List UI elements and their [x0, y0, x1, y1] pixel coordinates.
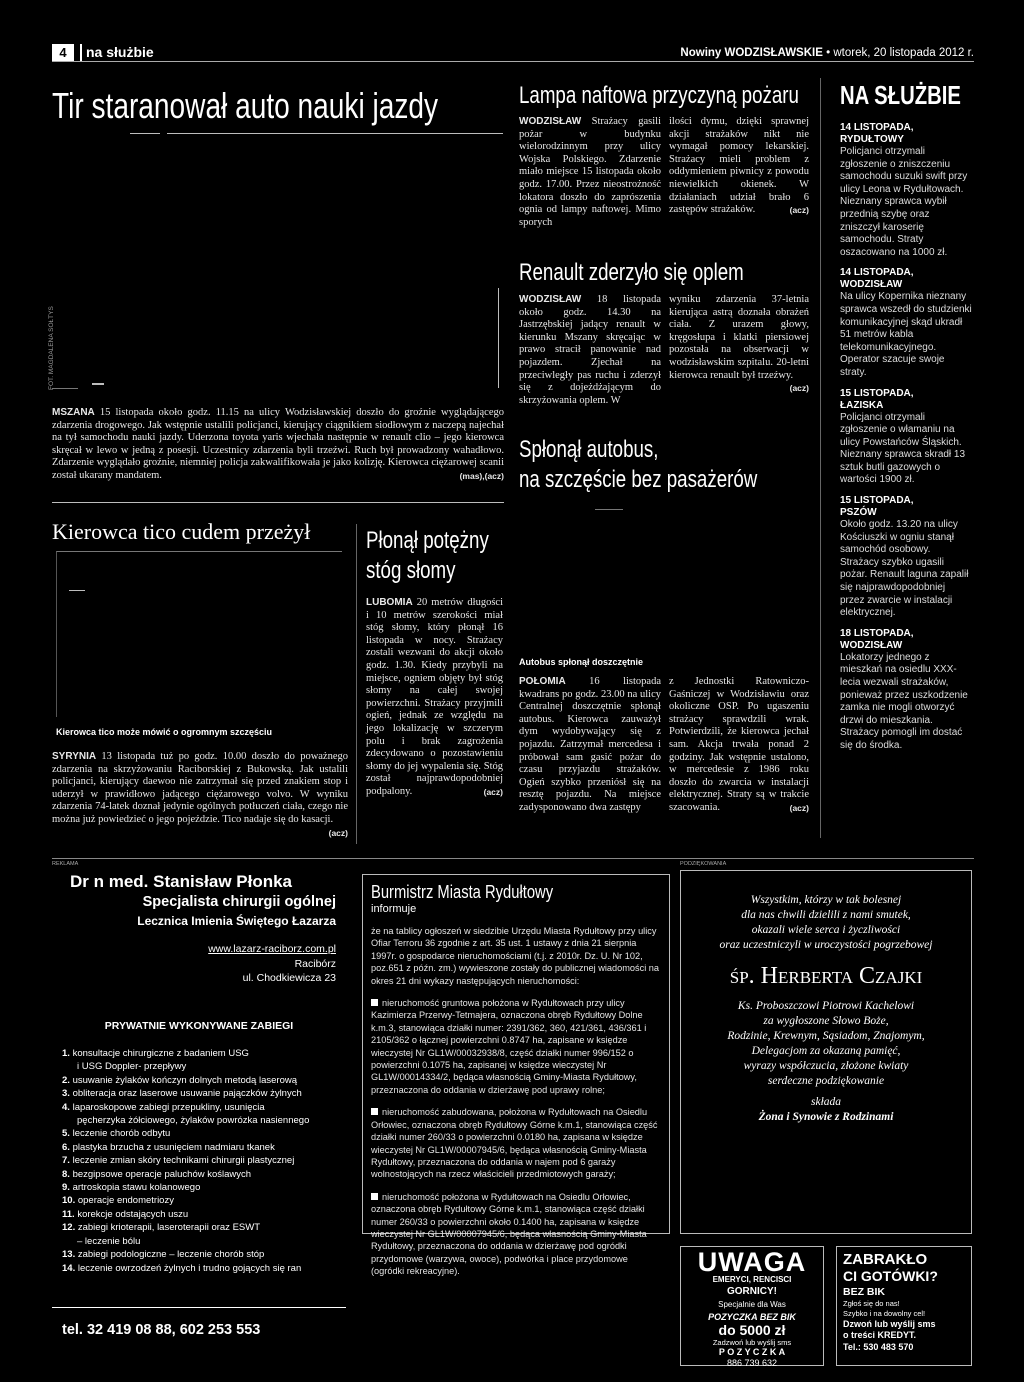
article-body-stog	[366, 597, 503, 799]
article-text-tir: 15 listopada około godz. 11.15 na ulicy Wodzisławskiej doszło do groźnie wyglądającego zdarzenia drogowego. Jak wstępnie ustalili policjanci, kierujący ciągnikiem siodłowym z naczepą najechał na tył samochodu nauki jazdy. Uderzona toyota yaris wjechała następnie w renault clio – jego kierowca skręcał w lewo w jedną z posesji. Uczestnicy zdarzenia byli trzeźwi. Ruch był prowadzony wahadłowo. Zdarzenie wyglądało groźnie, niemniej policja zakwalifikowała je jako kolizję. Kierowca ciężarowej scanii został ukarany mandatem.	[52, 407, 504, 481]
notice-item: nieruchomość gruntowa położona w Rydułtowach przy ulicy Kazimierza Przerwy-Tetmajera, oznaczona obręb Rydułtowy Dolne k.m.3, stanowiąca działki numer: 2391/362, 360, 421/361, 436/361 i 2105/362 o łącznej powierzchni 0.8747 ha, zapisane w księdze wieczystej Nr GL1W/00032938/8, część działki numer 996/152 o powierzchni 0.1075 ha, zapisanej w księdze wieczystej Nr GL1W/00014334/2, będąca własnością Gminy-Miasta Rydułtowy, przeznaczona do oddania w dzierżawę pod uprawy rolne;	[371, 998, 647, 1095]
list-item: 6. plastyka brzucha z usunięciem nadmiaru tkanek	[62, 1141, 275, 1153]
article-title-tir: Tir staranował auto nauki jazdy	[52, 85, 439, 126]
ad-doctor	[52, 870, 346, 1366]
article-body-lampa-col1: WODZISŁAW Strażacy gasili pożar w budynku wielorodzinnym przy ulicy Wojska Polskiego. Zdarzenie miało miejsce 15 listopada około godz. 17.00. Przez nieostrożność lokatora doszło do zaprószenia ognia od lampy naftowej. Mimo sporych	[519, 116, 661, 228]
notice-burmistrz	[362, 874, 670, 1277]
list-item: i USG Doppler- przepływy	[77, 1061, 187, 1073]
notice-thanks: Wszystkim, którzy w tak bolesnej dla nas chwili dzielili z nami smutek, okazali wiele serca i życzliwości oraz uczestniczyli w uroczystości pogrzebowej śp. Herberta Czajki Ks. Proboszczowi Piotrowi Kachelowi za wygłoszone Słowo Boże, Rodzinie, Krewnym, Sąsiadom, Znajomym, Delegacjom za okazaną pamięć, wyrazy współczucia, złożone kwiaty serdeczne podziękowanie składa Żona i Synowie z Rodzinami	[680, 870, 972, 1234]
photo-credit: FOT. MAGDALENA SOŁTYS	[48, 306, 55, 390]
list-item: 13. zabiegi podologiczne – leczenie chorób stóp	[62, 1249, 265, 1261]
article-body-renault-col1: WODZISŁAW 18 listopada około godz. 14.30 na Jastrzębskiej jadący renault w kierunku Mszany skręcając w prawo stracił panowanie nad pojazdem. Zjechał na przeciwległy pas ruchu i zderzył się z dojeżdżającym do skrzyżowania oplem. W	[519, 294, 661, 406]
ad-doctor-phone[interactable]: tel. 32 419 08 88, 602 253 553	[62, 1322, 261, 1338]
photo-caption-autobus: Autobus spłonął doszczętnie	[519, 657, 644, 667]
ad-uwaga: UWAGA EMERYCI, RENCISCI GORNICY! Specjalnie dla Was POZYCZKA BEZ BIK do 5000 zł Zadzwoń lub wyślij sms P O Z Y C Z K A 886 739 632	[680, 1246, 824, 1366]
ad-uwaga-phone[interactable]: 886 739 632	[726, 1358, 778, 1368]
ad-doctor-spec: Specjalista chirurgii ogólnej	[142, 894, 336, 910]
article-body-tir	[52, 407, 504, 483]
article-body-autobus-col1: POŁOMIA 16 listopada kwadrans po godz. 23.00 na ulicy Centralnej doszczętnie spłonął autobus. Kierowca zauważył dym wydobywający się z pojazdu. Zatrzymał mercedesa i próbował sam gasić pożar do czasu przyjazdu strażaków. Ogień szybko przeniósł się na resztę pojazdu. Na miejsce zadysponowano dwa zastępy	[519, 676, 661, 813]
list-item: 11. korekcje odstających uszu	[62, 1208, 189, 1220]
article-title-renault: Renault zderzyło się oplem	[519, 259, 744, 286]
article-title-autobus: Spłonął autobus, na szczęście bez pasażerów	[519, 436, 758, 493]
article-photo-tico	[56, 551, 342, 717]
section-name: na służbie	[80, 44, 154, 61]
article-body-autobus-col2: z Jednostki Ratowniczo-Gaśniczej w Wodzisławiu oraz okoliczne OSP. Po ugaszeniu strażacy sprawdzili wrak. Potwierdzili, że kierowca jechał sam. Akcja trwała ponad 2 godziny. Jak wstępnie ustalono, w mercedesie z 1986 roku doszło do zwarcia w instalacji elektrycznej. Straty są w trakcie szacowania. (acz)	[669, 676, 809, 813]
list-item: 1. konsultacje chirurgiczne z badaniem USG	[62, 1048, 249, 1059]
list-item: 5. leczenie chorób odbytu	[62, 1128, 171, 1140]
article-text-stog: 20 metrów długości i 10 metrów szerokości miał stóg słomy, który płonął 16 listopada w nocy. Strażacy zostali wezwani do akcji około godz. 1.30. Kiedy przybyli na miejsce, ogniem objęty był stóg słomy na całej swojej powierzchni. Strażacy przyjmili ogień, jednak ze względu na jego lokalizację w szczerym polu i brak zagrożenia zdecydowano o pozostawieniu słomy do jej wypalenia się. Stóg został najprawdopodobniej podpalony.	[366, 597, 504, 797]
list-item: 10. operacje endometriozy	[62, 1195, 174, 1207]
list-item: 7. leczenie zmian skóry technikami chirurgii plastycznej	[62, 1155, 295, 1167]
paper-dateline	[680, 46, 974, 60]
ad-label-reklama: REKLAMA	[52, 861, 79, 867]
ad-uwaga-headline: UWAGA	[697, 1247, 807, 1277]
article-lead-tir: MSZANA	[52, 407, 95, 418]
issue-date: wtorek, 20 listopada 2012 r.	[833, 47, 974, 59]
sidebar-item: 15 LISTOPADA, ŁAZISKA Policjanci otrzymali zgłoszenie o włamaniu na ulicy Powstańców Śląskich. Nieznany sprawca skradł 13 sztuk butli gazowych o wartości 1900 zł.	[840, 387, 966, 486]
article-credit-tico: (acz)	[328, 827, 348, 838]
ad-doctor-services-title: PRYWATNIE WYKONYWANE ZABIEGI	[104, 1020, 294, 1032]
page-number: 4	[52, 44, 74, 61]
ad-doctor-name: Dr n med. Stanisław Płonka	[70, 872, 293, 891]
article-body-tico	[52, 751, 348, 839]
list-item: 8. bezgipsowe operacje paluchów koślawych	[62, 1168, 252, 1180]
sidebar-item: 14 LISTOPADA, WODZISŁAW Na ulicy Kopernika nieznany sprawca wszedł do studzienki komunikacyjnej skąd ukradł 51 metrów kabla telekomunikacyjnego. Operator szacuje swoje straty.	[840, 267, 972, 378]
article-credit-tir: (mas),(acz)	[459, 470, 504, 481]
ad-zabraklo: ZABRAKŁO CI GOTÓWKI? BEZ BIK Zgłoś się do nas! Szybko i na dowolny cel! Dzwoń lub wyślij sms o treści KREDYT. Tel.: 530 483 570	[836, 1246, 972, 1366]
article-title-stog: Płonął potężny stóg słomy	[366, 527, 489, 584]
photo-caption-tico: Kierowca tico może mówić o ogromnym szczęściu	[56, 727, 273, 737]
list-item: 9. artroskopia stawu kolanowego	[62, 1182, 201, 1194]
sidebar-item: 15 LISTOPADA, PSZÓW Około godz. 13.20 na ulicy Kościuszki w ogniu stanął samochód osobowy. Strażacy szybko ugasili pożar. Renault laguna zapalił się najprawdopodobniej przez zwarcie w instalacji elektrycznej.	[840, 495, 969, 619]
list-item: 2. usuwanie żylaków kończyn dolnych metodą laserową	[62, 1074, 298, 1086]
sidebar-item: 14 LISTOPADA, RYDUŁTOWY Policjanci otrzymali zgłoszenie o zniszczeniu samochodu suzuki swift przy ulicy Leona w Rydułtowach. Nieznany sprawca wybił przednią szybę oraz zniszczył karoserię samochodu. Straty oszacowano na 1000 zł.	[840, 122, 968, 258]
list-item: 14. leczenie owrzodzeń żylnych i trudno gojących się ran	[62, 1262, 302, 1274]
sidebar-title: NA SŁUŻBIE	[840, 80, 961, 110]
ad-doctor-clinic: Lecznica Imienia Świętego Łazarza	[137, 914, 336, 928]
notice-item: nieruchomość zabudowana, położona w Rydułtowach na Osiedlu Orłowiec, oznaczona obręb Rydułtowy Górne k.m.1, stanowiąca część działki numer 260/33 o powierzchni 0.0180 ha, zapisana w księdze wieczystej Nr GL1W/00007945/6, będąca własnością Gminy-Miasta Rydułtowy, przeznaczona do oddania w najem pod 6 garaży wolnostojących na rzecz właścicieli przedmiotowych garaży;	[371, 1107, 658, 1180]
ad-doctor-services	[62, 1047, 346, 1275]
sidebar	[840, 80, 972, 761]
page-header	[52, 44, 974, 62]
notice-item: nieruchomość położona w Rydułtowach na Osiedlu Orłowiec, oznaczona obręb Rydułtowy Górne k.m.1, stanowiąca część działki numer 260/33 o powierzchni około 0.1400 ha, zapisana w księdze wieczystej Nr GL1W/00007945/6, będąca własnością Gminy-Miasta Rydułtowy, przeznaczona do oddania w dzierżawę pod ogródki przydomowe (warzywa, owoce), podwórka i place przydomowe (ogródki rekreacyjne).	[371, 1191, 647, 1277]
article-credit-stog: (acz)	[483, 786, 503, 797]
article-title-lampa: Lampa naftowa przyczyną pożaru	[519, 82, 799, 109]
article-body-renault-col2: wyniku zdarzenia 37-letnia kierująca astrą doznała obrażeń ciała. Z urazem głowy, kręgosłupa i klatki piersiowej pozostała na obserwacji w wodzisławskim szpitalu. 20-letni kierowca renault był trzeźwy. (acz)	[669, 294, 809, 394]
list-item: pęcherzyka żółciowego, żylaków powrózka nasiennego	[77, 1115, 310, 1127]
list-item: – leczenie bólu	[77, 1235, 141, 1247]
ad-doctor-street: ul. Chodkiewicza 23	[242, 972, 336, 984]
ad-label-podziekowania: PODZIĘKOWANIA	[680, 861, 727, 867]
article-text-tico: 13 listopada tuż po godz. 10.00 doszło do poważnego zdarzenia na skrzyżowaniu Raciborskiej z Bukowską. Jak ustalili policjanci, kierujący daewoo nie zatrzymał się przed znakiem stop i uderzył w prawidłowo jadącego ciężarowego volvo. W wyniku zdarzenia 74-latek doznał jedynie ogólnych potłuczeń ciała, czego nie można już powiedzieć o jego pojeździe. Tico nadaje się do kasacji.	[52, 751, 349, 825]
article-body-lampa-col2: ilości dymu, dzięki sprawnej akcji strażaków nikt nie wymagał pomocy lekarskiej. Strażacy mieli problem z oddymieniem piwnicy z powodu niewielkich okienek. W działaniach udział brało 6 zastępów strażaków. (acz)	[669, 116, 809, 216]
ad-zabraklo-phone[interactable]: Tel.: 530 483 570	[843, 1342, 914, 1352]
notice-title: Burmistrz Miasta Rydułtowy	[371, 882, 554, 902]
deceased-name: śp. Herberta Czajki	[729, 963, 923, 989]
paper-name: Nowiny WODZISŁAWSKIE	[680, 47, 823, 59]
article-photo-tir	[52, 133, 504, 389]
ad-doctor-www[interactable]: www.lazarz-raciborz.com.pl	[208, 943, 336, 955]
separator-bullet: •	[826, 47, 831, 59]
notice-subtitle: informuje	[371, 903, 417, 915]
notice-intro: że na tablicy ogłoszeń w siedzibie Urzędu Miasta Rydułtowy przy ulicy Ofiar Terroru 36 zgodnie z art. 35 ust. 1 ustawy z dnia 21 sierpnia 1997r. o gospodarce nieruchomościami (t.j. z 2010r. Dz. U. Nr 102, poz.651 z późn. zm.) wywieszone zostały do publicznej wiadomości na okres 21 dni wykazy następujących nieruchomości:	[371, 926, 660, 986]
article-lead-stog: LUBOMIA	[366, 597, 413, 608]
list-item: 3. obliteracja oraz laserowe usuwanie pajączków żylnych	[62, 1088, 302, 1100]
list-item: 12. zabiegi krioterapii, laseroterapii oraz ESWT	[62, 1222, 261, 1234]
article-title-tico: Kierowca tico cudem przeżył	[52, 519, 311, 544]
article-lead-tico: SYRYNIA	[52, 751, 97, 762]
article-photo-autobus	[519, 509, 809, 657]
ad-zabraklo-headline: ZABRAKŁO	[843, 1251, 928, 1268]
list-item: 4. laparoskopowe zabiegi przepukliny, usunięcia	[62, 1101, 265, 1113]
ad-doctor-city: Racibórz	[294, 958, 336, 970]
sidebar-item: 18 LISTOPADA, WODZISŁAW Lokatorzy jednego z mieszkań na osiedlu XXX-lecia wezwali strażaków, ponieważ przez uszkodzenie zamka nie mogli otworzyć drzwi do mieszkania. Strażacy pomogli im dostać się do środka.	[840, 627, 968, 751]
